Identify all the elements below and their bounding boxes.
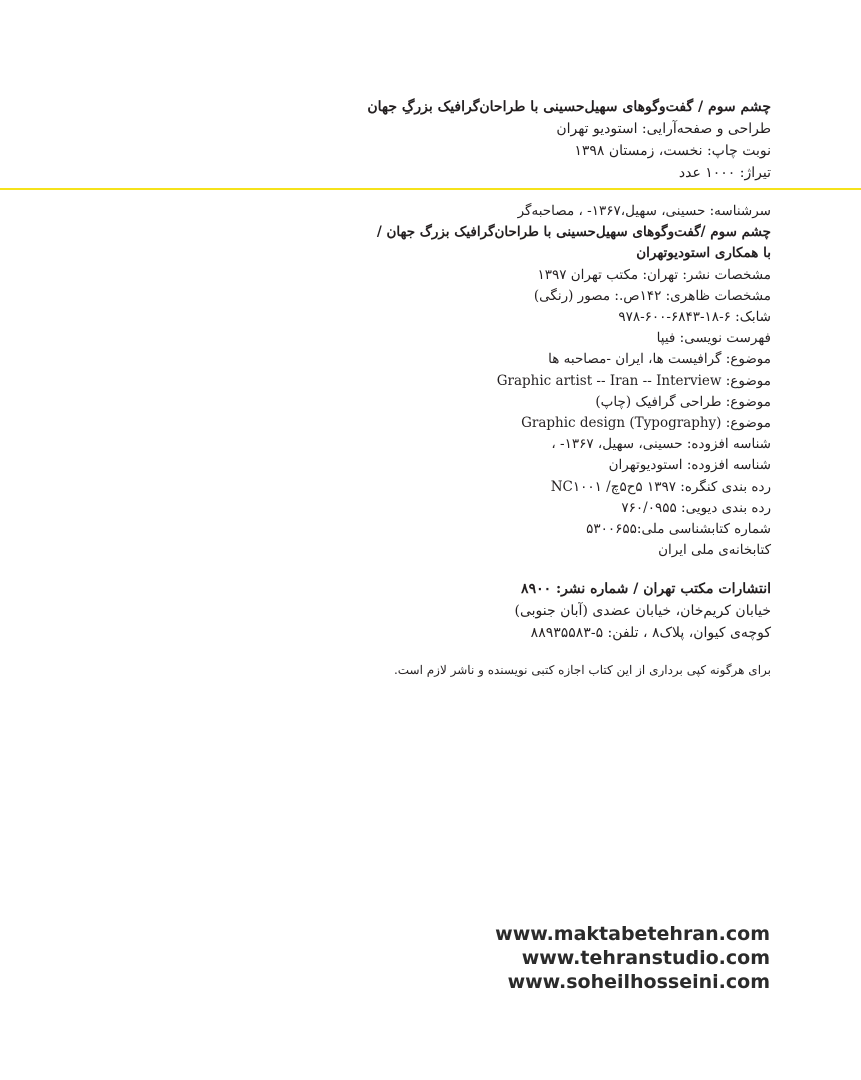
cip-subject: موضوع: Graphic artist -- Iran -- Interview [496,372,771,389]
cip-isbn: شابک: ۶-۱۸-۶۸۴۳-۶۰۰-۹۷۸ [618,309,771,326]
cip-lc-class: رده بندی کنگره: ۱۳۹۷ ۵ح۵چ/ NC۱۰۰۱ [550,478,771,495]
cip-status: فهرست نویسی: فیپا [656,330,771,347]
website-link[interactable]: www.tehranstudio.com [521,947,770,969]
cip-added-entry: شناسه افزوده: حسینی، سهیل، ۱۳۶۷- ، [551,436,771,453]
cip-physical: مشخصات ظاهری: ۱۴۲ص.: مصور (رنگی) [533,287,771,304]
cip-subject: موضوع: گرافیست ها، ایران -مصاحبه ها [548,351,771,368]
book-title: چشم سوم / گفت‌وگوهای سهیل‌حسینی با طراحان‌گرافیک بزرگِ جهان [367,99,771,115]
cip-subject: موضوع: Graphic design (Typography) [521,415,771,432]
cip-publication: مشخصات نشر: تهران: مکتب تهران ۱۳۹۷ [537,266,771,283]
cip-title: چشم سوم /گفت‌وگوهای سهیل‌حسینی با طراحان‌گرافیک بزرگ جهان / [376,224,771,241]
cip-added-entry: شناسه افزوده: استودیو‌تهران [608,457,771,474]
copyright-text: برای هرگونه کپی برداری از این کتاب اجازه کتبی نویسنده و ناشر لازم است. [393,663,771,677]
cip-library: کتابخانه‌ی ملی ایران [658,542,771,559]
cataloguing-data [377,201,771,561]
cip-subject: موضوع: طراحی گرافیک (چاپ) [595,393,771,410]
cip-title-continued: با همکاری استودیو‌تهران [636,245,771,262]
publisher-info [515,578,771,644]
publisher-address: خیابان کریم‌خان، خیابان عضدی (آبان جنوبی) [514,603,771,619]
publisher-address: کوچه‌ی کیوان، پلاک۸ ، تلفن: ۵-۸۸۹۳۵۵۸۳ [530,625,771,641]
website-link[interactable]: www.soheilhosseini.com [507,971,770,993]
print-edition: نوبت چاپ: نخست، زمستان ۱۳۹۸ [574,143,771,159]
print-circulation: تیراژ: ۱۰۰۰ عدد [678,165,771,181]
book-colophon [367,96,771,184]
website-link[interactable]: www.maktabetehran.com [495,923,770,945]
cip-dewey-class: رده بندی دیویی: ۷۶۰/۰۹۵۵ [621,499,771,516]
website-list [495,922,770,994]
publisher-title: انتشارات مکتب تهران / شماره نشر: ۸۹۰۰ [521,581,771,597]
cip-national-number: شماره کتابشناسی ملی:۵۳۰۰۶۵۵ [586,521,771,538]
design-credit: طراحی و صفحه‌آرایی: استودیو تهران [556,121,771,137]
yellow-divider [0,188,861,190]
cip-author: سرشناسه: حسینی، سهیل،۱۳۶۷- ، مصاحبه‌گر [517,203,771,219]
copyright-notice [394,660,771,680]
